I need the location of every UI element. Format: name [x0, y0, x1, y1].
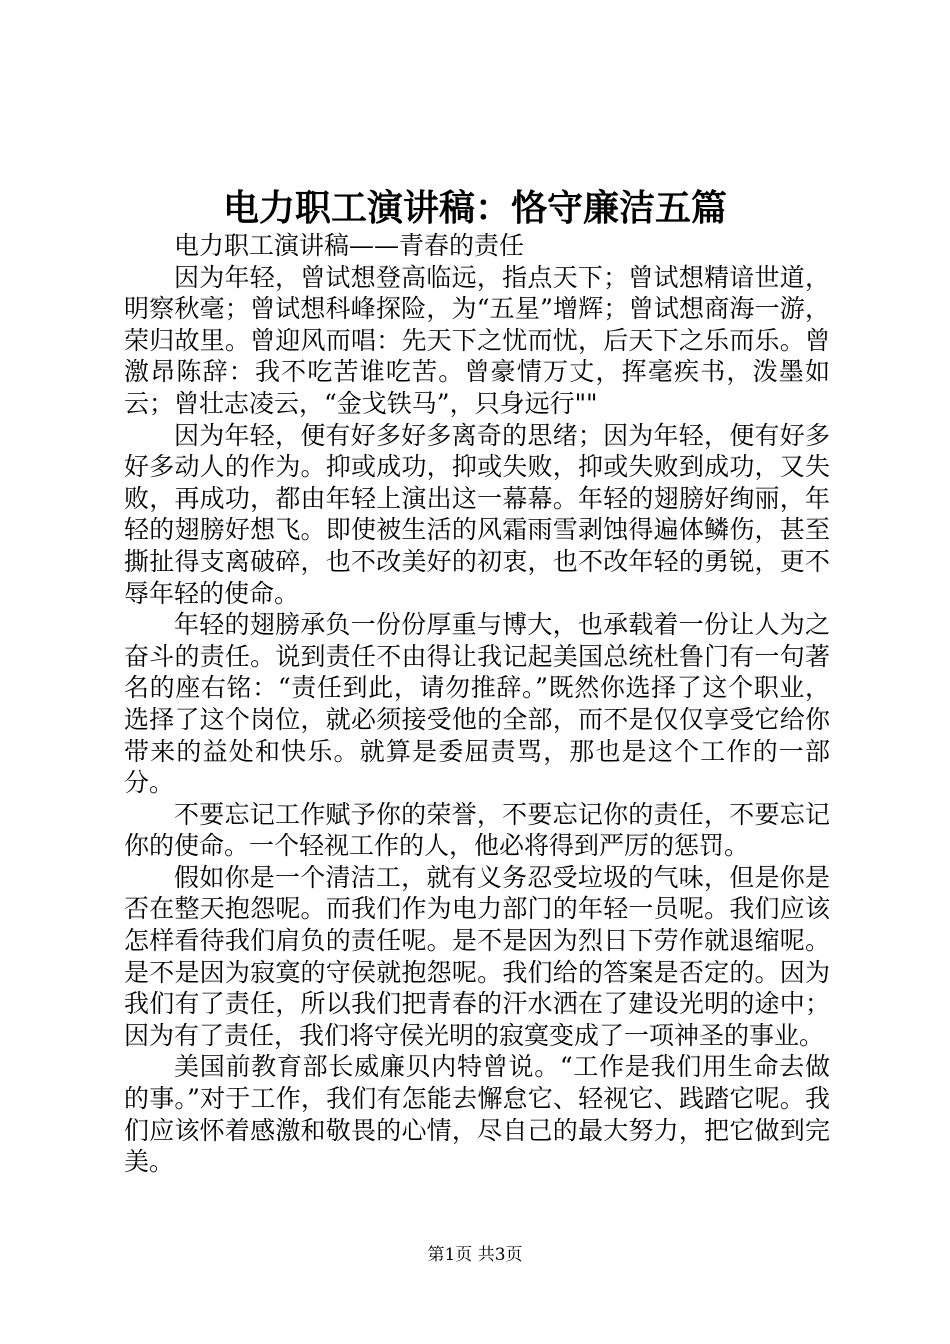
body-paragraph: 美国前教育部长威廉贝内特曾说。“工作是我们用生命去做的事。”对于工作，我们有怎能去懈怠它、轻视它、践踏它呢。我们应该怀着感激和敬畏的心情，尽自己的最大努力，把它做到完美。	[124, 1052, 830, 1177]
body-paragraph: 不要忘记工作赋予你的荣誉，不要忘记你的责任，不要忘记你的使命。一个轻视工作的人，他必将得到严厉的惩罚。	[124, 799, 830, 861]
body-paragraph: 因为年轻，便有好多好多离奇的思绪；因为年轻，便有好多好多动人的作为。抑或成功，抑或失败，抑或失败到成功，又失败，再成功，都由年轻上演出这一幕幕。年轻的翅膀好绚丽，年轻的翅膀好想飞。即使被生活的风霜雨雪剥蚀得遍体鳞伤，甚至撕扯得支离破碎，也不改美好的初衷，也不改年轻的勇锐，更不辱年轻的使命。	[124, 420, 830, 608]
document-title: 电力职工演讲稿：恪守廉洁五篇	[222, 187, 727, 229]
subtitle-paragraph: 电力职工演讲稿——青春的责任	[174, 231, 525, 260]
body-paragraph: 假如你是一个清洁工，就有义务忍受垃圾的气味，但是你是否在整天抱怨呢。而我们作为电力部门的年轻一员呢。我们应该怎样看待我们肩负的责任呢。是不是因为烈日下劳作就退缩呢。是不是因为寂寞的守侯就抱怨呢。我们给的答案是否定的。因为我们有了责任，所以我们把青春的汗水洒在了建设光明的途中；因为有了责任，我们将守侯光明的寂寞变成了一项神圣的事业。	[124, 862, 830, 1050]
document-body	[124, 230, 830, 1178]
body-paragraph: 因为年轻，曾试想登高临远，指点天下；曾试想精谙世道，明察秋毫；曾试想科峰探险，为“五星”增辉；曾试想商海一游，荣归故里。曾迎风而唱：先天下之忧而忧，后天下之乐而乐。曾激昂陈辞：我不吃苦谁吃苦。曾豪情万丈，挥毫疾书，泼墨如云；曾壮志凌云，“金戈铁马”，只身远行""	[124, 262, 830, 418]
body-paragraph: 年轻的翅膀承负一份份厚重与博大，也承载着一份让人为之奋斗的责任。说到责任不由得让我记起美国总统杜鲁门有一句著名的座右铭：“责任到此，请勿推辞。”既然你选择了这个职业，选择了这个岗位，就必须接受他的全部，而不是仅仅享受它给你带来的益处和快乐。就算是委屈责骂，那也是这个工作的一部分。	[124, 610, 830, 798]
page-footer: 第1页 共3页	[427, 1245, 523, 1265]
